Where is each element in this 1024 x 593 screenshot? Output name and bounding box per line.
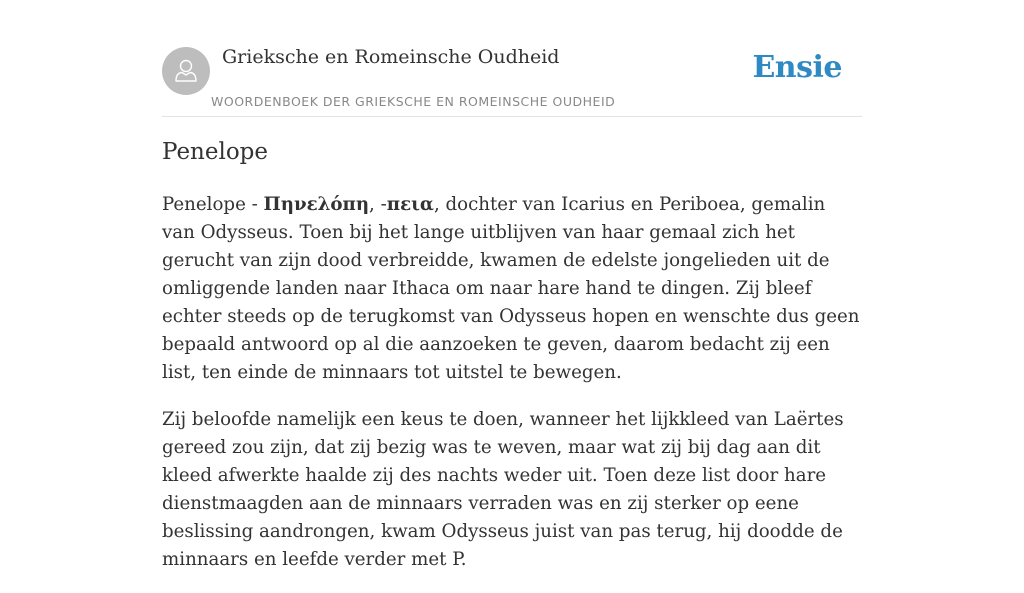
page xyxy=(162,0,862,570)
entry-body xyxy=(162,191,862,593)
greek-term-variant: πεια xyxy=(386,194,434,215)
site-subtitle: WOORDENBOEK DER GRIEKSCHE EN ROMEINSCHE OUDHEID xyxy=(211,94,616,109)
site-header xyxy=(162,0,862,117)
entry-lead: Penelope - xyxy=(162,194,264,215)
entry-title: Penelope xyxy=(162,139,269,165)
greek-term: Πηνελόπη xyxy=(263,194,370,215)
greek-separator: , - xyxy=(369,194,387,215)
entry-paragraph-2: Zij beloofde namelijk een keus te doen, wanneer het lijkkleed van Laërtes gereed zou zijn, dat zij bezig was te weven, maar wat zij bij dag aan dit kleed afwerkte haalde zij des nachts weder uit. Toen deze list door hare dienstmaagden aan de minnaars verraden was en zij sterker op eene beslissing aandrongen, kwam Odysseus juist van pas terug, hij doodde de minnaars en leefde verder met P. xyxy=(162,409,844,570)
entry-paragraph-1-text: , dochter van Icarius en Periboea, gemalin van Odysseus. Toen bij het lange uitblijven van haar gemaal zich het gerucht van zijn dood verbreidde, kwamen de edelste jongelieden uit de omliggende landen naar Ithaca om naar hare hand te dingen. Zij bleef echter steeds op de terugkomst van Odysseus hopen en wenschte dus geen bepaald antwoord op al die aanzoeken te geven, daarom bedacht zij een list, ten einde de minnaars tot uitstel te bewegen. xyxy=(162,194,860,383)
entry-paragraph-1 xyxy=(162,191,862,387)
brand-logo[interactable]: Ensie xyxy=(752,50,842,85)
avatar[interactable] xyxy=(162,47,210,95)
user-icon xyxy=(171,56,201,86)
site-title[interactable]: Grieksche en Romeinsche Oudheid xyxy=(222,46,560,68)
